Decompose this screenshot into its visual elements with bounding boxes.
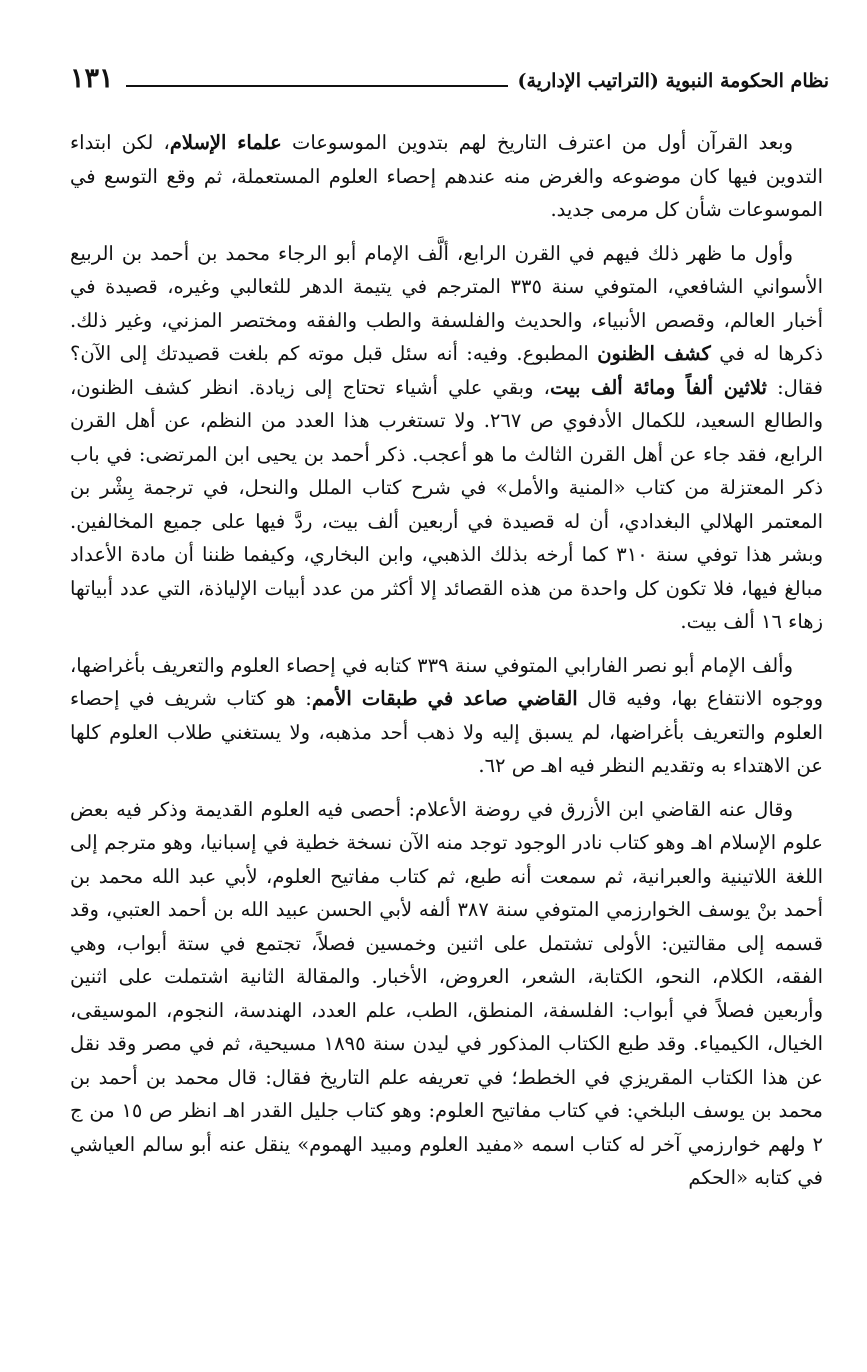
paragraph	[70, 126, 823, 227]
paragraph	[70, 649, 823, 783]
text-run: : هو كتاب شريف في إحصاء العلوم والتعريف بأغراضها، لم يسبق إليه ولا ذهب أحد مذهبه، ولا يستغني طلاب العلوم كلها عن الاهتداء به وتقديم النظر فيه اهـ ص ٦٢.	[70, 687, 823, 777]
text-run: وقال عنه القاضي ابن الأزرق في روضة الأعلام: أحصى فيه العلوم القديمة وذكر فيه بعض علوم الإسلام اهـ وهو كتاب نادر الوجود توجد منه الآن نسخة خطية في إسبانيا، وهو مترجم إلى اللغة اللاتينية والعبرانية، ثم سمعت أنه طبع، ثم كتاب مفاتيح العلوم، لأبي عبد الله محمد بن أحمد بنْ يوسف الخوارزمي المتوفي سنة ٣٨٧ ألفه لأبي الحسن عبيد الله بن أحمد العتبي، وقد قسمه إلى مقالتين: الأولى تشتمل على اثنين وخمسين فصلاً، تجتمع في ستة أبواب، وهي الفقه، الكلام، النحو، الكتابة، الشعر، العروض، الأخبار. والمقالة الثانية اشتملت على اثنين وأربعين فصلاً في أبواب: الفلسفة، المنطق، الطب، علم العدد، الهندسة، النجوم، الموسيقى، الخيال، الكيمياء. وقد طبع الكتاب المذكور في ليدن سنة ١٨٩٥ مسيحية، ثم في مصر وقد نقل عن هذا الكتاب المقريزي في الخطط؛ في تعريفه علم التاريخ فقال: قال محمد بن أحمد بن محمد بن يوسف البلخي: في كتاب مفاتيح العلوم: وهو كتاب جليل القدر اهـ انظر ص ١٥ من ج ٢ ولهم خوارزمي آخر له كتاب اسمه «مفيد العلوم ومبيد الهموم» ينقل عنه أبو سالم العياشي في كتابه «الحكم	[70, 797, 824, 1189]
paragraph	[70, 237, 823, 639]
text-run: وبعد القرآن أول من اعترف التاريخ لهم بتدوين الموسوعات	[281, 131, 794, 154]
emphasis: علماء الإسلام	[169, 131, 282, 154]
emphasis: القاضي صاعد في طبقات الأمم	[311, 687, 578, 710]
paragraph	[70, 793, 823, 1195]
body-text	[70, 126, 823, 1195]
text-run: وأول ما ظهر ذلك فيهم في القرن الرابع، ألَّف الإمام أبو الرجاء محمد بن أحمد بن الربيع الأسواني الشافعي، المتوفي سنة ٣٣٥ المترجم في يتيمة الدهر للثعالبي وغيره، قصيدة في أخبار العالم، وقصص الأنبياء، والحديث والفلسفة والطب والفقه ومختصر المزني، وغير ذلك. ذكرها له في	[70, 241, 823, 365]
running-title: نظام الحكومة النبوية (التراتيب الإدارية)	[517, 70, 829, 92]
page-header	[70, 58, 829, 92]
header-rule	[126, 85, 508, 87]
text-run: ، وبقي علي أشياء تحتاج إلى زيادة. انظر كشف الظنون، والطالع السعيد، للكمال الأدفوي ص ٢٦٧. ولا تستغرب هذا العدد من النظم، عن أهل القرن الرابع، فقد جاء عن أهل القرن الثالث ما هو أعجب. ذكر أحمد بن يحيى ابن المرتضى: في باب ذكر المعتزلة من كتاب «المنية والأمل» في شرح كتاب الملل والنحل، في ترجمة بِشْر بن المعتمر الهلالي البغدادي، أن له قصيدة في أربعين ألف بيت، ردَّ فيها على جميع المخالفين. وبشر هذا توفي سنة ٣١٠ كما أرخه بذلك الذهبي، وابن البخاري، وكيفما ظننا أن مادة الأعداد مبالغ فيها، فلا تكون كل واحدة من هذه القصائد إلا أكثر من عدد أبيات الإلياذة، التي عدد أبياتها زهاء ١٦ ألف بيت.	[70, 375, 824, 633]
text-run: المطبوع. وفيه: أنه سئل قبل موته كم بلغت قصيدتك إلى الآن؟ فقال:	[70, 342, 823, 399]
emphasis: كشف الظنون	[597, 342, 711, 365]
page-number: ١٣١	[70, 63, 114, 94]
text-run: وألف الإمام أبو نصر الفارابي المتوفي سنة ٣٣٩ كتابه في إحصاء العلوم والتعريف بأغراضها، ووجوه الانتفاع بها، وفيه قال	[70, 653, 823, 710]
text-run: ، لكن ابتداء التدوين فيها كان موضوعه والغرض منه عندهم إحصاء العلوم المستعملة، ثم وقع التوسع في الموسوعات شأن كل مرمى جديد.	[70, 131, 823, 221]
emphasis: ثلاثين ألفاً ومائة ألف بيت	[549, 375, 767, 399]
